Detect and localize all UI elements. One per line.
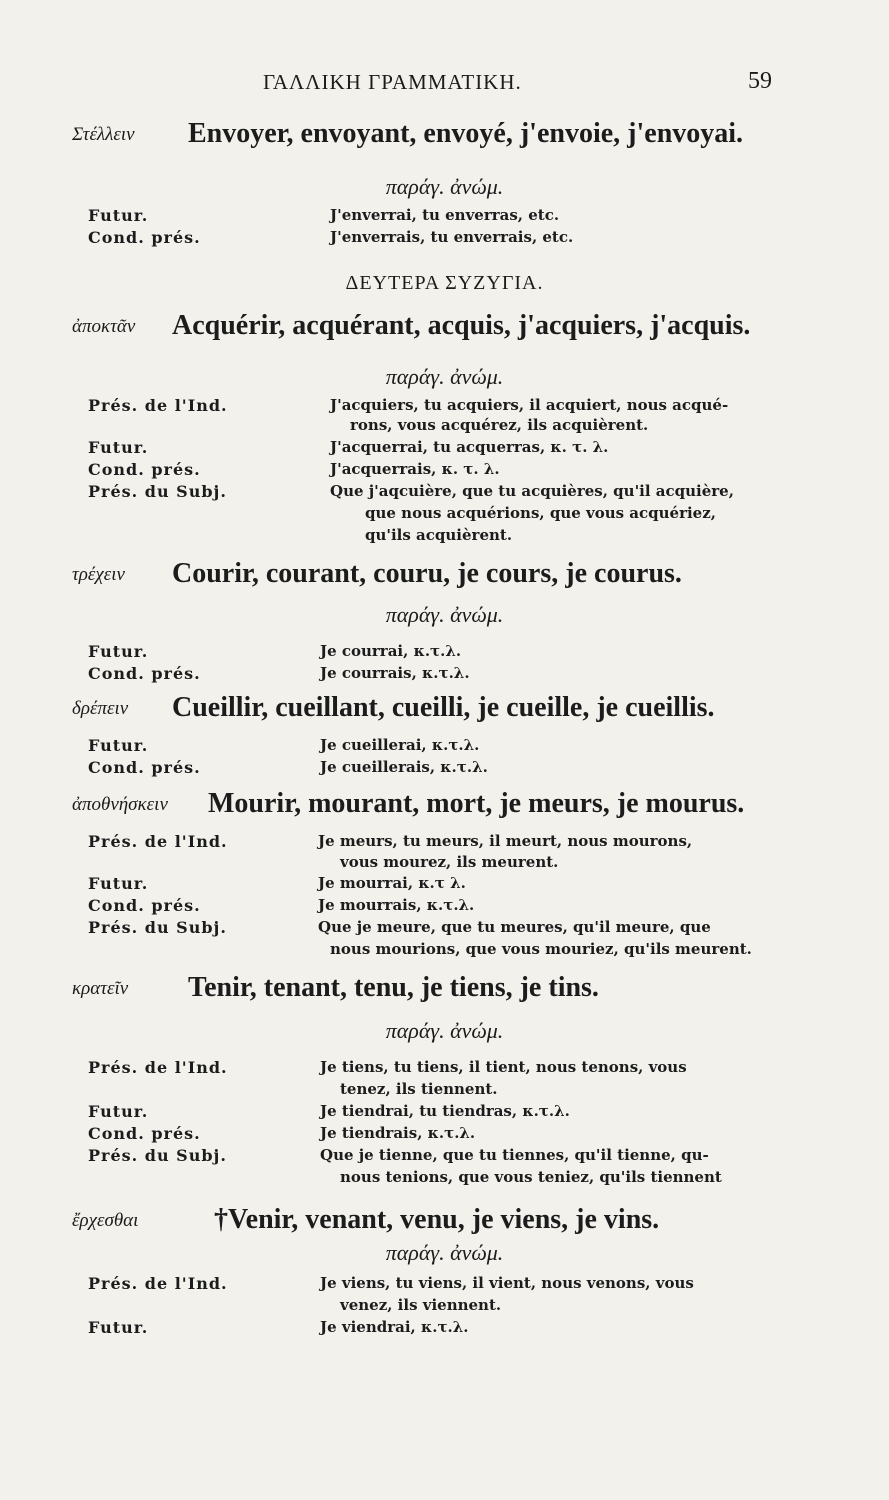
conjugation-forms: Je tiendrais, κ.τ.λ. bbox=[320, 1124, 476, 1142]
participle-label: παράγ. ἀνώμ. bbox=[385, 1018, 504, 1043]
conjugation-forms: J'acquiers, tu acquiers, il acquiert, nous acqué- bbox=[330, 396, 729, 414]
greek-gloss: ἀποθνήσκειν bbox=[72, 794, 168, 815]
tense-label: Futur. bbox=[88, 1102, 149, 1121]
tense-label: Prés. du Subj. bbox=[88, 918, 227, 937]
participle-label: παράγ. ἀνώμ. bbox=[385, 1240, 504, 1265]
participle-label: παράγ. ἀνώμ. bbox=[385, 174, 504, 199]
tense-label: Futur. bbox=[88, 438, 149, 457]
running-title: ΓΑΛΛΙΚΗ ΓΡΑΜΜΑΤΙΚΗ. bbox=[263, 70, 522, 94]
verb-heading: Cueillir, cueillant, cueilli, je cueille, je cueillis. bbox=[172, 692, 715, 723]
tense-label: Futur. bbox=[88, 874, 149, 893]
conjugation-forms: J'acquerrais, κ. τ. λ. bbox=[330, 460, 500, 478]
greek-gloss: τρέχειν bbox=[72, 564, 125, 585]
conjugation-forms: Je tiendrai, tu tiendras, κ.τ.λ. bbox=[320, 1102, 570, 1120]
tense-label: Futur. bbox=[88, 1318, 149, 1337]
verb-heading: †Venir, venant, venu, je viens, je vins. bbox=[214, 1204, 660, 1235]
conjugation-forms: que nous acquérions, que vous acquériez, bbox=[365, 504, 716, 522]
verb-heading: Tenir, tenant, tenu, je tiens, je tins. bbox=[188, 972, 599, 1003]
conjugation-forms: rons, vous acquérez, ils acquièrent. bbox=[350, 416, 649, 434]
tense-label: Cond. prés. bbox=[88, 758, 201, 777]
conjugation-forms: Que je tienne, que tu tiennes, qu'il tienne, qu- bbox=[320, 1146, 709, 1164]
conjugation-forms: J'acquerrai, tu acquerras, κ. τ. λ. bbox=[330, 438, 609, 456]
conjugation-forms: nous tenions, que vous teniez, qu'ils tiennent bbox=[340, 1168, 722, 1186]
page-number: 59 bbox=[748, 68, 772, 94]
conjugation-forms: Je mourrais, κ.τ.λ. bbox=[318, 896, 475, 914]
greek-gloss: ἔρχεσθαι bbox=[72, 1210, 139, 1231]
verb-heading: Courir, courant, couru, je cours, je courus. bbox=[172, 558, 682, 589]
conjugation-forms: Je tiens, tu tiens, il tient, nous tenons, vous bbox=[320, 1058, 687, 1076]
tense-label: Cond. prés. bbox=[88, 1124, 201, 1143]
conjugation-forms: Je meurs, tu meurs, il meurt, nous mourons, bbox=[318, 832, 693, 850]
conjugation-forms: J'enverrai, tu enverras, etc. bbox=[330, 206, 560, 224]
conjugation-forms: nous mourions, que vous mouriez, qu'ils meurent. bbox=[330, 940, 752, 958]
conjugation-forms: vous mourez, ils meurent. bbox=[340, 853, 559, 871]
conjugation-forms: Que je meure, que tu meures, qu'il meure, que bbox=[318, 918, 711, 936]
greek-gloss: δρέπειν bbox=[72, 698, 129, 719]
conjugation-forms: Je courrais, κ.τ.λ. bbox=[320, 664, 470, 682]
verb-heading: Envoyer, envoyant, envoyé, j'envoie, j'envoyai. bbox=[188, 118, 744, 149]
tense-label: Prés. du Subj. bbox=[88, 482, 227, 501]
greek-gloss: ἀποκτᾶν bbox=[72, 316, 136, 337]
tense-label: Futur. bbox=[88, 642, 149, 661]
participle-label: παράγ. ἀνώμ. bbox=[385, 364, 504, 389]
tense-label: Futur. bbox=[88, 736, 149, 755]
conjugation-forms: Je cueillerai, κ.τ.λ. bbox=[320, 736, 480, 754]
greek-gloss: Στέλλειν bbox=[72, 124, 135, 145]
conjugation-forms: tenez, ils tiennent. bbox=[340, 1080, 498, 1098]
tense-label: Cond. prés. bbox=[88, 228, 201, 247]
conjugation-forms: venez, ils viennent. bbox=[340, 1296, 502, 1314]
section-title: ΔΕΥΤΕΡΑ ΣΥΖΥΓΙΑ. bbox=[345, 272, 544, 294]
tense-label: Cond. prés. bbox=[88, 664, 201, 683]
tense-label: Cond. prés. bbox=[88, 896, 201, 915]
tense-label: Prés. du Subj. bbox=[88, 1146, 227, 1165]
tense-label: Prés. de l'Ind. bbox=[88, 396, 228, 415]
conjugation-forms: Je viendrai, κ.τ.λ. bbox=[320, 1318, 469, 1336]
verb-heading: Mourir, mourant, mort, je meurs, je mourus. bbox=[208, 788, 745, 819]
conjugation-forms: Je courrai, κ.τ.λ. bbox=[320, 642, 462, 660]
greek-gloss: κρατεῖν bbox=[72, 978, 129, 999]
conjugation-forms: Je cueillerais, κ.τ.λ. bbox=[320, 758, 488, 776]
conjugation-forms: qu'ils acquièrent. bbox=[365, 526, 513, 544]
conjugation-forms: Que j'aqcuière, que tu acquières, qu'il acquière, bbox=[330, 482, 734, 500]
tense-label: Cond. prés. bbox=[88, 460, 201, 479]
participle-label: παράγ. ἀνώμ. bbox=[385, 602, 504, 627]
tense-label: Prés. de l'Ind. bbox=[88, 1274, 228, 1293]
tense-label: Prés. de l'Ind. bbox=[88, 832, 228, 851]
tense-label: Futur. bbox=[88, 206, 149, 225]
conjugation-forms: Je mourrai, κ.τ λ. bbox=[318, 874, 466, 892]
conjugation-forms: J'enverrais, tu enverrais, etc. bbox=[330, 228, 574, 246]
tense-label: Prés. de l'Ind. bbox=[88, 1058, 228, 1077]
verb-heading: Acquérir, acquérant, acquis, j'acquiers, j'acquis. bbox=[172, 310, 751, 341]
conjugation-forms: Je viens, tu viens, il vient, nous venons, vous bbox=[320, 1274, 694, 1292]
